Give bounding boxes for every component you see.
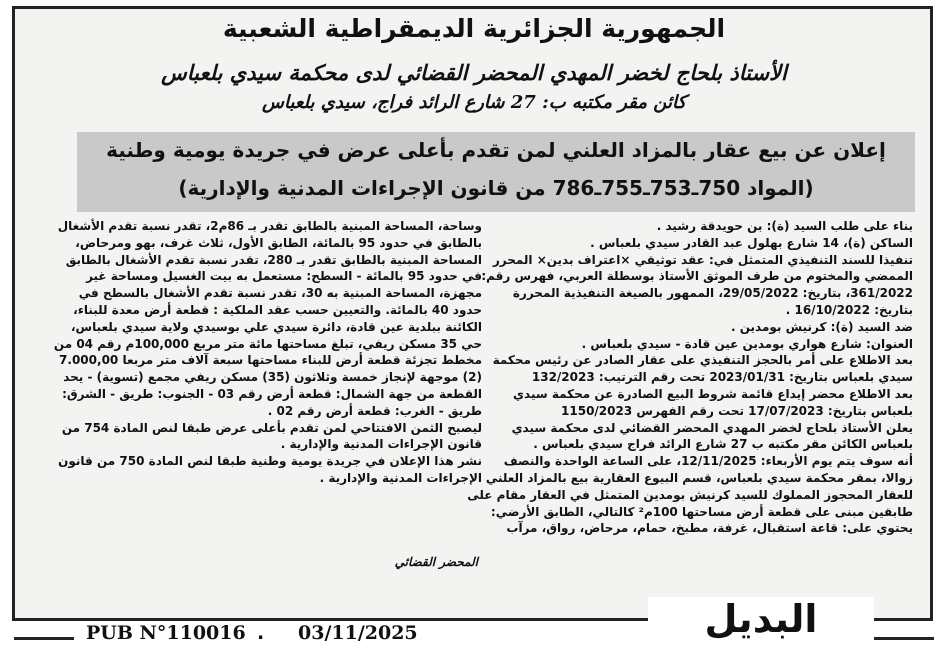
text-line: الإجراءات المدنية والإدارية .	[319, 470, 482, 485]
text-line: أنه سوف يتم يوم الأربعاء: 12/11/2025، على الساعة الواحدة والنصف	[503, 454, 913, 469]
text-line: في حدود 95 بالمائة - السطح: مستعمل به بيت الغسيل ومساحة غير	[86, 269, 482, 284]
text-line: العنوان: شارع هواري بومدين عين قادة - سيدي بلعباس .	[581, 336, 913, 351]
newspaper-logo: البديل	[648, 597, 874, 647]
text-line: للعقار المحجوز المملوك للسيد كرنيش بومدين المتمثل في العقار مقام على	[467, 487, 913, 502]
left-text-column	[30, 218, 482, 487]
text-line: بلعباس بتاريخ: 17/07/2023 تحت رقم الفهرس 1150/2023	[561, 403, 913, 418]
text-line: ليصبح الثمن الافتتاحي لمن تقدم بأعلى عرض طبقا لنص المادة 754 من	[61, 420, 482, 435]
text-line: زوالا، بمقر محكمة سيدي بلعباس، قسم البيوع العقارية بيع بالمزاد العلني	[485, 470, 913, 485]
publication-date: 03/11/2025	[298, 622, 418, 644]
text-line: بالطابق في حدود 95 بالمائة، الطابق الأول، ثلاث غرف، بهو ومرحاض،	[75, 235, 482, 250]
text-line: حي 35 مسكن ريفي، تبلغ مساحتها مائة متر مربع 100,000م رقم 04 من	[53, 336, 482, 351]
republic-title: الجمهورية الجزائرية الديمقراطية الشعبية	[222, 14, 726, 43]
text-line: الساكن (ة)، 14 شارع بهلول عبد القادر سيدي بلعباس .	[590, 235, 913, 250]
bailiff-line: الأستاذ بلحاج لخضر المهدي المحضر القضائي لدى محكمة سيدي بلعباس	[161, 60, 787, 85]
text-line: المساحة المبنية بالطابق تقدر بـ 280، تقدر نسبة تقدم الأشغال بالطابق	[65, 252, 482, 267]
text-line: مجهزة، المساحة المبنية به 30، تقدر نسبة تقدم الأشغال بالسطح في	[78, 286, 482, 301]
right-text-column	[467, 218, 913, 537]
text-line: بناء على طلب السيد (ة): بن حويدقة رشيد .	[656, 219, 913, 233]
text-line: تنفيذا للسند التنفيذي المتمثل في: عقد توثيقي ×اعتراف بدين× المحرر	[492, 252, 913, 267]
footer-rule-right	[874, 637, 934, 640]
text-line: بعد الاطلاع محضر إيداع قائمة شروط البيع الصادرة عن محكمة سيدي	[513, 386, 913, 401]
text-line: 361/2022، بتاريخ: 29/05/2022، الممهور بالصيغة التنفيذية المحررة	[512, 286, 913, 301]
text-line: مخطط تجزئة قطعة أرض للبناء مساحتها سبعة آلاف متر مربعا 7.000,00	[59, 353, 482, 368]
announcement-banner	[77, 132, 915, 212]
text-line: الممضي والمختوم من طرف الموثق الأستاذ بوسطلة العربي، فهرس رقم:	[481, 269, 913, 284]
text-line: طريق - الغرب: قطعة أرض رقم 02 .	[267, 403, 482, 418]
text-line: (2) موجهة لإنجاز خمسة وثلاثون (35) مسكن ريفي مجمع (تسوية) - يحد	[63, 370, 482, 385]
office-address: كائن مقر مكتبه ب: 27 شارع الرائد فراج، سيدي بلعباس	[261, 92, 687, 113]
text-line: سيدي بلعباس بتاريخ: 2023/01/31 تحت رقم الترتيب: 132/2023	[531, 370, 913, 385]
bailiff-signature: المحضر القضائي	[394, 555, 478, 569]
banner-legal-articles: (المواد 750ـ753ـ755ـ786 من قانون الإجراءات المدنية والإدارية)	[178, 176, 814, 200]
text-line: طابقين مبنى على قطعة أرض مساحتها 100م² كالتالي، الطابق الأرضي:	[490, 504, 913, 519]
text-line: بعد الاطلاع على أمر بالحجز التنفيذي على عقار الصادر عن رئيس محكمة	[492, 353, 913, 368]
text-line: حدود 40 بالمائة. والتعيين حسب عقد الملكية : قطعة أرض معدة للبناء،	[73, 302, 482, 317]
text-line: القطعة من جهة الشمال: قطعة أرض رقم 03 - الجنوب: طريق - الشرق:	[62, 386, 482, 401]
text-line: وساحة، المساحة المبنية بالطابق تقدر بـ 86م2، تقدر نسبة تقدم الأشغال	[57, 219, 482, 233]
text-line: ضد السيد (ة): كرنيش بومدين .	[731, 319, 913, 334]
text-line: قانون الإجراءات المدنية والإدارية .	[280, 437, 482, 452]
text-line: نشر هذا الإعلان في جريدة يومية وطنية طبقا لنص المادة 750 من قانون	[58, 454, 482, 469]
pub-number: PUB N°110016	[86, 622, 246, 644]
footer-rule-left	[14, 637, 74, 640]
text-line: الكائنة ببلدية عين قادة، دائرة سيدي علي بوسيدي ولاية سيدي بلعباس،	[71, 319, 482, 334]
text-line: بتاريخ: 16/10/2022 .	[785, 302, 913, 317]
text-line: يعلن الأستاذ بلحاج لخضر المهدي المحضر القضائي لدى محكمة سيدي	[511, 420, 913, 435]
text-line: يحتوي على: قاعة استقبال، غرفة، مطبخ، حمام، مرحاض، رواق، مرآب	[506, 521, 913, 536]
banner-title: إعلان عن بيع عقار بالمزاد العلني لمن تقدم بأعلى عرض في جريدة يومية وطنية	[106, 138, 886, 162]
text-line: بلعباس الكائن مقر مكتبه ب 27 شارع الرائد فراج سيدي بلعباس .	[533, 437, 913, 452]
footer-separator: .	[257, 622, 265, 644]
